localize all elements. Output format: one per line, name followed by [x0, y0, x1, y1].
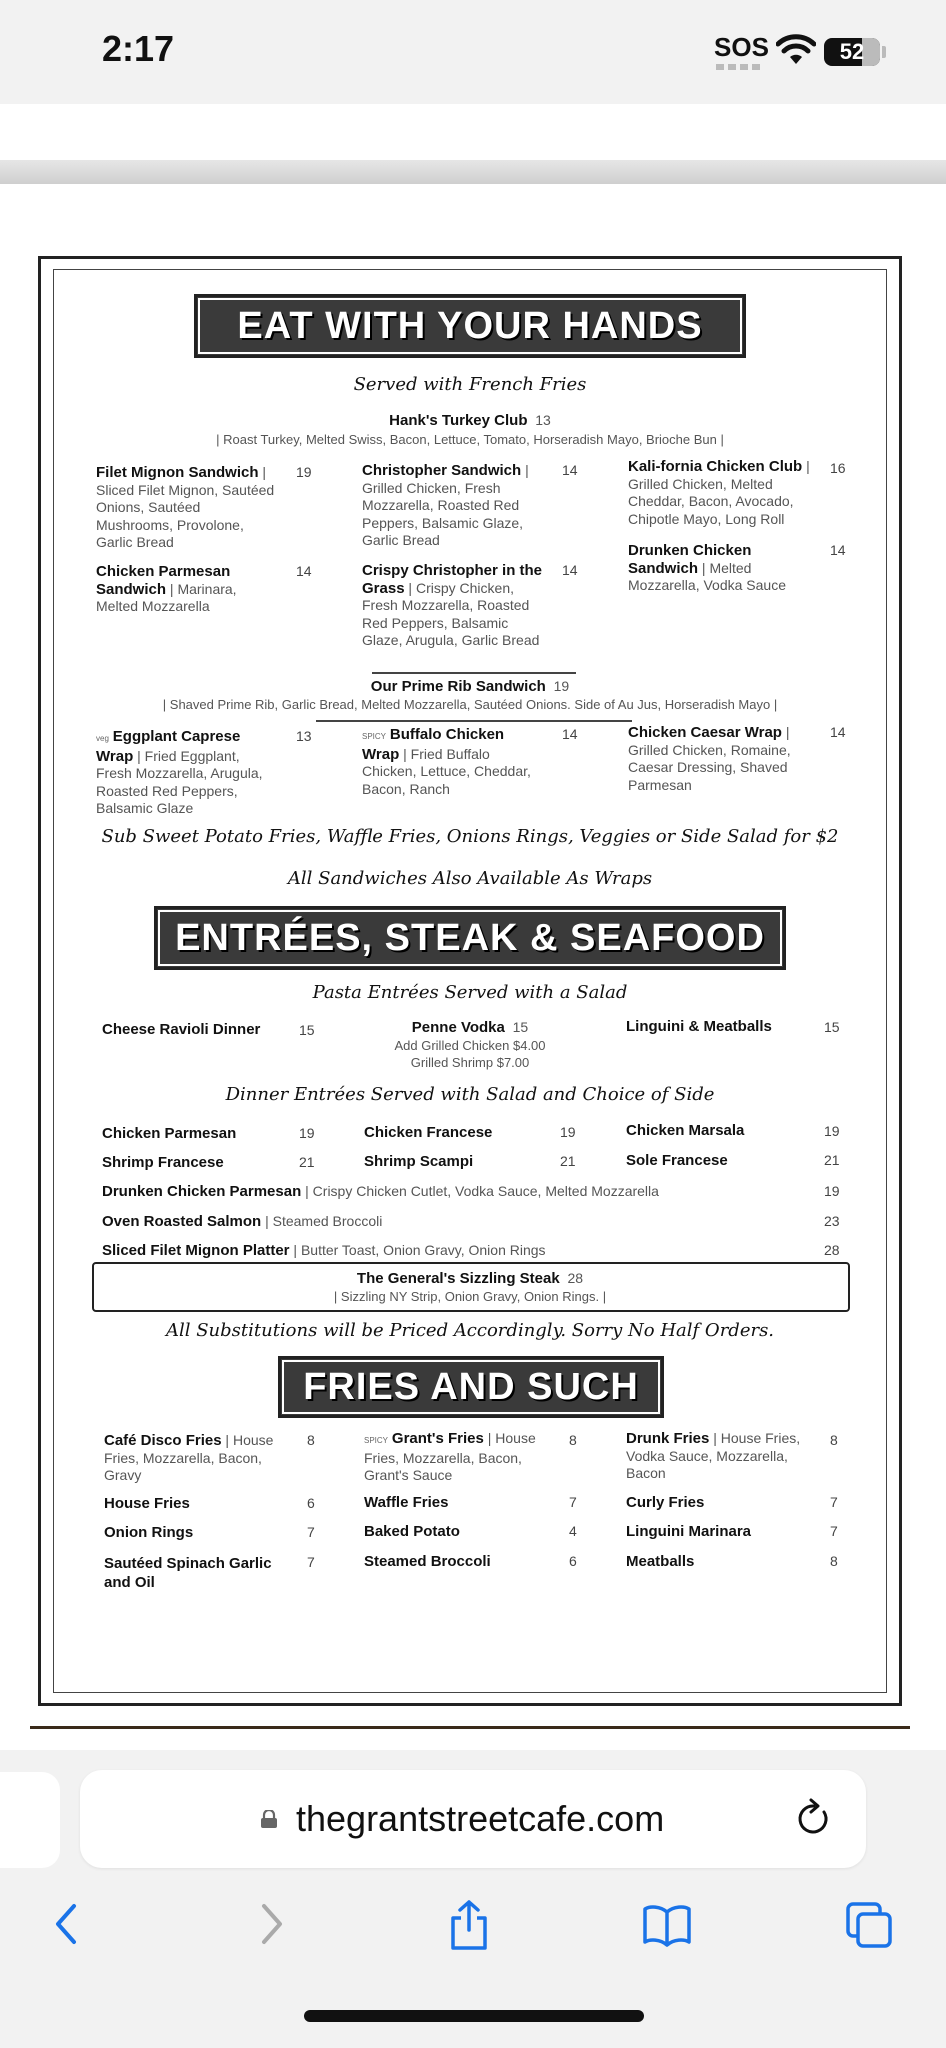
- substitutions-note: All Substitutions will be Priced Accordingly. Sorry No Half Orders.: [165, 1320, 775, 1341]
- side-name: Onion Rings: [104, 1524, 194, 1541]
- item-name: Crispy Christopher in the Grass: [362, 562, 543, 597]
- entree-name: Shrimp Scampi: [364, 1153, 474, 1170]
- item-price: 19: [824, 1183, 840, 1199]
- forward-icon[interactable]: [246, 1896, 296, 1952]
- item-desc: | Butter Toast, Onion Gravy, Onion Rings: [289, 1242, 546, 1258]
- entree-name: Chicken Francese: [364, 1124, 493, 1141]
- penne-add-chicken: Add Grilled Chicken $4.00: [394, 1038, 546, 1053]
- spicy-tag: SPICY: [364, 1436, 389, 1445]
- item-sep: |: [404, 579, 416, 596]
- hanks-desc: | Roast Turkey, Melted Swiss, Bacon, Lettuce, Tomato, Horseradish Mayo, Brioche Bun |: [216, 432, 724, 447]
- menu-item: [628, 458, 818, 528]
- item-price: 19: [824, 1123, 840, 1139]
- menu-item: [362, 726, 542, 798]
- status-bar: [0, 0, 946, 104]
- item-price: 14: [830, 724, 846, 740]
- item-price: 28: [567, 1270, 584, 1286]
- item-price: 21: [560, 1153, 576, 1169]
- item-price: 23: [824, 1213, 840, 1229]
- item-name: Eggplant Caprese Wrap: [96, 728, 241, 765]
- fries-item: [364, 1430, 544, 1485]
- back-icon[interactable]: [42, 1896, 92, 1952]
- menu-item: [96, 464, 276, 552]
- item-sep: |: [133, 747, 145, 764]
- sizzling-steak: [200, 1270, 740, 1287]
- sizzling-steak-desc: | Sizzling NY Strip, Onion Gravy, Onion Rings. |: [333, 1289, 607, 1304]
- item-sep: |: [698, 559, 710, 576]
- toolbar-divider: [0, 160, 946, 184]
- item-name: Kali-fornia Chicken Club: [628, 458, 803, 475]
- address-bar[interactable]: [80, 1770, 866, 1868]
- item-desc: | House Fries, Vodka Sauce, Mozzarella, Bacon: [626, 1430, 801, 1481]
- item-desc: | House Fries, Mozzarella, Bacon, Grant's Sauce: [364, 1430, 536, 1483]
- item-name: Chicken Parmesan Sandwich: [96, 563, 231, 598]
- item-price: 7: [830, 1494, 838, 1510]
- item-desc: | Steamed Broccoli: [261, 1213, 383, 1229]
- item-desc: Fried Eggplant, Fresh Mozzarella, Arugula, Roasted Red Peppers, Balsamic Glaze: [96, 747, 263, 816]
- item-price: 19: [299, 1125, 315, 1141]
- lock-icon: [260, 1810, 278, 1828]
- item-desc: Sliced Filet Mignon, Sautéed Onions, Sautéed Mushrooms, Provolone, Garlic Bread: [96, 481, 275, 550]
- battery-icon: [824, 38, 880, 66]
- item-sep: |: [258, 464, 267, 480]
- hanks-turkey-club: [120, 412, 820, 429]
- item-price: 14: [562, 562, 578, 578]
- item-name: Sliced Filet Mignon Platter: [102, 1242, 290, 1259]
- item-price: 19: [296, 464, 312, 480]
- menu-item: [362, 562, 552, 650]
- item-name: Drunken Chicken Parmesan: [102, 1183, 302, 1200]
- item-price: 15: [824, 1019, 840, 1035]
- spicy-tag: SPICY: [362, 732, 387, 741]
- wraps-note: All Sandwiches Also Available As Wraps: [287, 868, 653, 889]
- side-name: Curly Fries: [626, 1494, 705, 1511]
- item-price: 8: [830, 1553, 838, 1569]
- item-sep: |: [166, 580, 178, 597]
- battery-nub: [882, 46, 886, 58]
- divider-ornament: [372, 672, 576, 674]
- cheese-ravioli-name: Cheese Ravioli Dinner: [102, 1021, 261, 1038]
- item-name: The General's Sizzling Steak: [356, 1270, 560, 1287]
- item-price: 8: [307, 1432, 315, 1448]
- sub-sides-note: Sub Sweet Potato Fries, Waffle Fries, Onions Rings, Veggies or Side Salad for $2: [101, 826, 839, 847]
- item-price: 7: [830, 1523, 838, 1539]
- url-text[interactable]: thegrantstreetcafe.com: [296, 1798, 665, 1839]
- item-price: 13: [535, 412, 551, 428]
- item-name: Christopher Sandwich: [362, 462, 522, 479]
- side-name: Steamed Broccoli: [364, 1553, 491, 1570]
- menu-item: [362, 462, 542, 550]
- tabs-icon[interactable]: [844, 1896, 894, 1952]
- section-banner-entrees: ENTRÉES, STEAK & SEAFOOD: [154, 906, 786, 970]
- item-desc: Marinara, Melted Mozzarella: [96, 580, 237, 614]
- item-price: 19: [560, 1124, 576, 1140]
- item-name: Filet Mignon Sandwich: [96, 464, 259, 481]
- item-price: 8: [830, 1432, 838, 1448]
- fries-item: [104, 1432, 284, 1485]
- item-sep: |: [521, 462, 529, 478]
- item-price: 13: [296, 728, 312, 744]
- menu-item: [96, 563, 266, 616]
- status-time: 2:17: [102, 28, 175, 69]
- prime-rib-desc: | Shaved Prime Rib, Garlic Bread, Melted Mozzarella, Sautéed Onions. Side of Au Jus, Horseradish Mayo |: [162, 697, 778, 712]
- item-price: 21: [824, 1152, 840, 1168]
- penne-vodka: [350, 1019, 590, 1036]
- reload-icon[interactable]: [794, 1796, 834, 1840]
- share-icon[interactable]: [444, 1896, 494, 1952]
- entree-wide: [102, 1242, 802, 1260]
- side-name: Linguini Marinara: [626, 1523, 752, 1540]
- entree-name: Chicken Parmesan: [102, 1125, 237, 1142]
- item-price: 14: [830, 542, 846, 558]
- section-banner-hands: EAT WITH YOUR HANDS: [194, 294, 746, 358]
- item-desc: Grilled Chicken, Melted Cheddar, Bacon, Avocado, Chipotle Mayo, Long Roll: [628, 475, 794, 527]
- item-price: 16: [830, 460, 846, 476]
- item-price: 21: [299, 1154, 315, 1170]
- item-price: 6: [569, 1553, 577, 1569]
- battery-level: 52: [839, 39, 865, 64]
- item-price: 14: [562, 462, 578, 478]
- entree-wide: [102, 1213, 802, 1231]
- fries-item: [626, 1430, 806, 1483]
- dinner-note: Dinner Entrées Served with Salad and Choice of Side: [225, 1084, 715, 1105]
- previous-tab-peek[interactable]: [0, 1772, 60, 1868]
- item-price: 4: [569, 1523, 577, 1539]
- item-desc: Melted Mozzarella, Vodka Sauce: [628, 559, 786, 593]
- linguini-name: Linguini & Meatballs: [626, 1018, 772, 1035]
- item-price: 7: [569, 1494, 577, 1510]
- item-price: 7: [307, 1524, 315, 1540]
- item-name: Oven Roasted Salmon: [102, 1213, 262, 1230]
- item-name: Chicken Caesar Wrap: [628, 724, 782, 741]
- home-indicator[interactable]: [304, 2010, 644, 2022]
- item-price: 28: [824, 1242, 840, 1258]
- entree-name: Shrimp Francese: [102, 1154, 224, 1171]
- side-name: Baked Potato: [364, 1523, 460, 1540]
- entree-name: Chicken Marsala: [626, 1122, 745, 1139]
- item-price: 14: [296, 563, 312, 579]
- pasta-note: Pasta Entrées Served with a Salad: [312, 982, 628, 1003]
- menu-item: [628, 542, 818, 595]
- item-desc: Crispy Chicken, Fresh Mozzarella, Roasted Red Peppers, Balsamic Glaze, Arugula, Garlic Bread: [362, 579, 540, 648]
- side-name: Meatballs: [626, 1553, 695, 1570]
- item-price: 7: [307, 1554, 315, 1570]
- item-desc: | Crispy Chicken Cutlet, Vodka Sauce, Melted Mozzarella: [301, 1183, 659, 1199]
- item-name: Our Prime Rib Sandwich: [370, 678, 546, 695]
- item-name: Drunk Fries: [626, 1430, 710, 1447]
- section-banner-fries: FRIES AND SUCH: [278, 1356, 664, 1418]
- item-sep: |: [781, 724, 790, 740]
- wifi-icon: [776, 34, 816, 66]
- status-signal: SOS: [714, 32, 769, 62]
- item-price: 15: [299, 1022, 315, 1038]
- item-name: Penne Vodka: [411, 1019, 505, 1036]
- item-desc: | House Fries, Mozzarella, Bacon, Gravy: [104, 1432, 274, 1483]
- item-price: 14: [562, 726, 578, 742]
- bookmarks-icon[interactable]: [642, 1896, 692, 1952]
- hands-subtitle: Served with French Fries: [353, 374, 587, 395]
- item-desc: Fried Buffalo Chicken, Lettuce, Cheddar, Bacon, Ranch: [362, 745, 531, 797]
- signal-bars-icon: [716, 64, 762, 70]
- item-price: 15: [512, 1019, 529, 1035]
- vegetarian-tag: veg: [96, 734, 109, 743]
- item-name: Café Disco Fries: [104, 1432, 222, 1449]
- menu-item: [96, 728, 276, 818]
- menu-item: [628, 724, 818, 794]
- item-desc: Grilled Chicken, Romaine, Caesar Dressing, Shaved Parmesan: [628, 741, 791, 793]
- prime-rib-sandwich: [120, 678, 820, 695]
- item-desc: Grilled Chicken, Fresh Mozzarella, Roasted Red Peppers, Balsamic Glaze, Garlic Bread: [362, 479, 524, 548]
- divider-ornament: [316, 720, 632, 722]
- side-name: Waffle Fries: [364, 1494, 449, 1511]
- penne-add-shrimp: Grilled Shrimp $7.00: [410, 1055, 530, 1070]
- item-price: 19: [553, 678, 570, 694]
- item-price: 8: [569, 1432, 577, 1448]
- item-name: Hank's Turkey Club: [389, 412, 528, 429]
- side-name: Sautéed Spinach Garlic and Oil: [104, 1555, 272, 1591]
- item-name: Drunken Chicken Sandwich: [628, 542, 752, 577]
- item-sep: |: [802, 458, 810, 474]
- item-name: Grant's Fries: [391, 1430, 484, 1447]
- page-edge: [30, 1726, 910, 1729]
- item-price: 6: [307, 1495, 315, 1511]
- entree-name: Sole Francese: [626, 1152, 728, 1169]
- item-name: Buffalo Chicken Wrap: [362, 726, 505, 763]
- side-name: House Fries: [104, 1495, 190, 1512]
- item-sep: |: [399, 745, 411, 762]
- entree-wide: [102, 1183, 802, 1201]
